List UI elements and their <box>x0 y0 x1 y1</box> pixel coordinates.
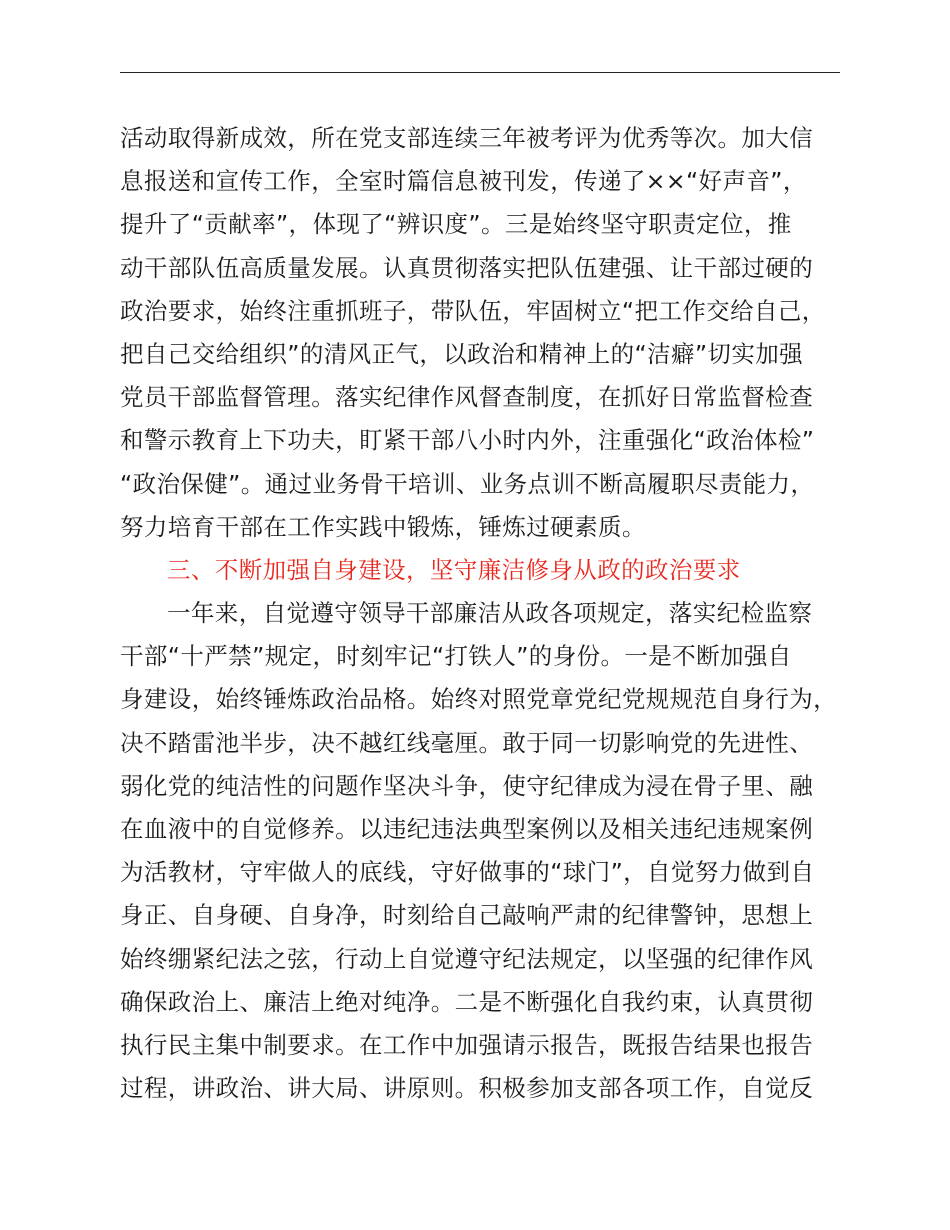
paragraph-line: 一年来，自觉遵守领导干部廉洁从政各项规定，落实纪检监察 <box>167 599 813 628</box>
paragraph-line: 和警示教育上下功夫，盯紧干部八小时内外，注重强化“政治体检” <box>120 426 815 455</box>
paragraph-line: 在血液中的自觉修养。以违纪违法典型案例以及相关违纪违规案例 <box>120 815 814 843</box>
paragraph-line: “政治保健”。通过业务骨干培训、业务点训不断高履职尽责能力， <box>120 469 815 498</box>
paragraph-line: 政治要求，始终注重抓班子，带队伍，牢固树立“把工作交给自己， <box>120 296 826 325</box>
paragraph-line: 努力培育干部在工作实践中锻炼，锤炼过硬素质。 <box>120 512 646 541</box>
paragraph-line: 党员干部监督管理。落实纪律作风督查制度，在抓好日常监督检查 <box>120 383 814 412</box>
header-rule <box>120 72 840 73</box>
paragraph-line: 始终绷紧纪法之弦，行动上自觉遵守纪法规定，以坚强的纪律作风 <box>120 944 814 973</box>
paragraph-line: 提升了“贡献率”，体现了“辨识度”。三是始终坚守职责定位，推 <box>120 210 792 239</box>
paragraph-line: 身建设，始终锤炼政治品格。始终对照党章党纪党规规范自身行为， <box>120 685 837 714</box>
paragraph-line: 过程，讲政治、讲大局、讲原则。积极参加支部各项工作，自觉反 <box>120 1074 814 1103</box>
paragraph-line: 息报送和宣传工作，全室时篇信息被刊发，传递了××“好声音”， <box>120 167 807 196</box>
paragraph-line: 动干部队伍高质量发展。认真贯彻落实把队伍建强、让干部过硬的 <box>120 253 814 282</box>
paragraph-line: 为活教材，守牢做人的底线，守好做事的“球门”，自觉努力做到自 <box>120 858 815 887</box>
paragraph-line: 决不踏雷池半步，决不越红线毫厘。敢于同一切影响党的先进性、 <box>120 728 814 757</box>
section-heading: 三、不断加强自身建设，坚守廉洁修身从政的政治要求 <box>167 555 741 584</box>
paragraph-line: 把自己交给组织”的清风正气，以政治和精神上的“洁癖”切实加强 <box>120 339 804 368</box>
paragraph-line: 活动取得新成效，所在党支部连续三年被考评为优秀等次。加大信 <box>120 124 814 152</box>
paragraph-line: 干部“十严禁”规定，时刻牢记“打铁人”的身份。一是不断加强自 <box>120 642 792 671</box>
paragraph-line: 确保政治上、廉洁上绝对纯净。二是不断强化自我约束，认真贯彻 <box>120 987 814 1016</box>
paragraph-line: 身正、自身硬、自身净，时刻给自己敲响严肃的纪律警钟，思想上 <box>120 901 814 930</box>
document-body <box>120 117 850 1110</box>
paragraph-line: 执行民主集中制要求。在工作中加强请示报告，既报告结果也报告 <box>120 1030 814 1059</box>
paragraph-line: 弱化党的纯洁性的问题作坚决斗争，使守纪律成为浸在骨子里、融 <box>120 771 814 800</box>
